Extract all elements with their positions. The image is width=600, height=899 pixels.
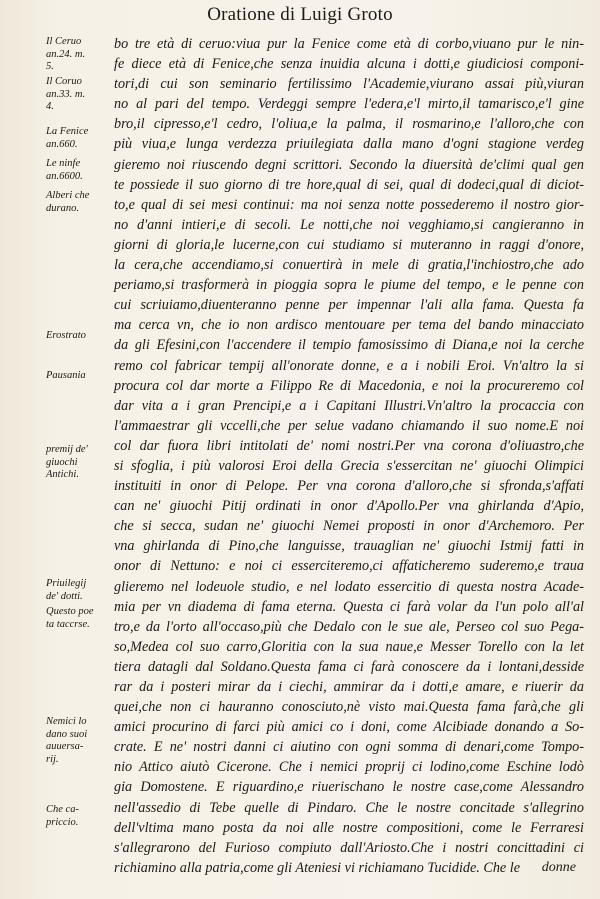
text-line: la cera,che accendiamo,si conuertirà in mele di gratia,l'inchiostro,che ado	[114, 257, 584, 274]
text-line: glieremo nel lodeuole studio, e nel lodato essercitio di questa nostra Acade-	[114, 578, 584, 595]
text-line: no d'anni intieri,e di secoli. Le notti,che noi vegghiamo,si cangieranno in	[114, 216, 584, 233]
margin-note: Il Ceruo an.24. m. 5.	[46, 36, 86, 72]
text-line: nell'assedio di Tebe quelle di Pindaro. Che le nostre concitade s'allegrino	[114, 799, 584, 816]
text-line: nio Attico aiutò Cicerone. Che i nemici proprij ci lodino,come Eschine lodò	[114, 759, 584, 776]
text-line: tro,e da l'orto all'occaso,più che Dedalo con le sue ale, Perseo col suo Pega-	[114, 618, 584, 635]
margin-note: Alberi che durano.	[46, 190, 90, 214]
running-head: Oratione di Luigi Groto	[207, 4, 393, 25]
text-line: vna ghirlanda di Pino,che languisse, trauaglian ne' giuochi Istmij fatti in	[114, 538, 584, 555]
text-line: fe diece età di Fenice,che senza inuidia alcuna i dotti,e giudiciosi componi-	[114, 56, 584, 73]
text-line: crate. E ne' nostri danni ci aiutino con ogni somma di denari,come Tompo-	[114, 739, 584, 756]
margin-note: Le ninfe an.6600.	[46, 158, 83, 182]
text-line: instituiti in onor di Pelope. Per vna corona d'alloro,che si sfronda,s'affati	[114, 478, 584, 495]
text-line: cui scriuiamo,diuenteranno penne per impennar l'ali alla fama. Questa fa	[114, 297, 584, 314]
text-line: rar da i posteri mirar da i ciechi, ammirar da i dotti,e amare, e riuerir da	[114, 679, 584, 695]
text-line: tori,di cui son seminario fertilissimo l'Academie,viurano assai più,viuran	[114, 76, 584, 93]
text-line: tiera datagli dal Soldano.Questa fama ci farà conoscere da i lontani,desside	[114, 658, 584, 675]
margin-note: Erostrato	[46, 330, 86, 341]
text-line: s'allegrarono del Furioso compiuto dall'Ariosto.Che i nostri concittadini ci	[114, 839, 584, 856]
text-line: no al pari del tempo. Verdeggi sempre l'edera,e'l mirto,il tamarisco,e'l gine	[114, 96, 584, 113]
text-line: mia per vn diadema di fama eterna. Questa ci farà volar da l'un polo all'al	[114, 598, 584, 615]
text-line: da gli Efesini,con l'accendere il tempio famosissimo di Diana,e noi la cerche	[114, 337, 584, 354]
margin-note: Pausania	[46, 370, 86, 381]
text-line: onor di Nettuno: e noi ci esserciteremo,ci affaticheremo suderemo,e traua	[114, 558, 584, 575]
text-line: periamo,si trasformerà in pioggia sopra le piume del tempo, e le penne con	[114, 277, 584, 294]
text-line: bro,il cipresso,e'l cedro, l'oliua,e la palma, il rosmarino,e l'alloro,che con	[114, 116, 584, 133]
margin-note: Priuilegij de' dotti.	[46, 578, 87, 602]
text-line: amici procurino di farci più amici co i doni, come Alcibiade donando a So-	[114, 719, 584, 736]
text-line: gia Domostene. E riguardino,e riuerischano le nostre case,come Alessandro	[114, 779, 584, 796]
text-line: so,Medea col suo carro,Gloritia con la sua naue,e Messer Torello con la let	[114, 638, 584, 655]
text-line: te possiede il suo giorno di tre hore,qual di sei, qual di dodeci,qual di diciot-	[114, 176, 584, 193]
text-line: giorni di gloria,le lucerne,con cui studiamo si muteranno in raggi d'onore,	[114, 236, 584, 253]
text-line: remo col fabricar tempij all'onorate donne, e a i nobili Eroi. Vn'altro la si	[114, 357, 584, 374]
body-text	[114, 34, 584, 878]
text-line: can ne' giuochi Pitij ordinati in onor d'Apollo.Per vna ghirlanda d'Apio,	[114, 498, 584, 515]
text-line: to,e qual di sei mesi continui: ma noi senza notte possederemo il nostro gior-	[114, 196, 584, 213]
margin-note: premij de' giuochi Antichi.	[46, 444, 88, 480]
text-line: ma cerca vn, che io non ardisco mentouare per tema del bando minacciato	[114, 317, 584, 334]
margin-note: Questo poe ta taccrse.	[46, 606, 94, 630]
text-line: procura col dar morte a Filippo Re di Macedonia, e noi la procureremo col	[114, 377, 584, 394]
text-line: quei,che non ci hauranno conosciuto,nè visto mai.Questa fama farà,che gli	[114, 699, 584, 716]
text-line: gieremo noi riuscendo degni scrittori. Secondo la diuersità de'climi qual gen	[114, 156, 584, 173]
text-line: bo tre età di ceruo:viua pur la Fenice come età di corbo,viuano pur le nin-	[114, 36, 584, 52]
text-line: col dar fuora libri intitolati de' nomi nostri.Per vna corona d'oliuastro,che	[114, 437, 584, 454]
text-line: l'ammaestrar gli vccelli,che per selue vadano chiamando il suo nome.E noi	[114, 417, 584, 434]
margin-note: Il Coruo an.33. m. 4.	[46, 76, 86, 112]
text-line: dar vita a i gran Prencipi,e a i Capitani Illustri.Vn'altro la procaccia con	[114, 397, 584, 414]
text-line: richiamino alla patria,come gli Ateniesi vi richiamano Tucidide. Che le	[114, 859, 521, 876]
catchword: donne	[541, 860, 576, 875]
margin-note: Nemici lo dano suoi auuersa- rij.	[46, 716, 88, 765]
text-line: si sfoglia, i più valorosi Eroi della Grecia s'essercitan ne' giuochi Olimpici	[114, 457, 584, 474]
text-line: dell'vltima mano posta da noi alle nostre compositioni, come le Ferraresi	[114, 819, 584, 836]
margin-note: La Fenice an.660.	[46, 126, 89, 150]
margin-note: Che ca- priccio.	[46, 804, 79, 828]
text-line: più viua,e lunga verdezza priuilegiata dalla mano d'ogni stagione verdeg	[114, 136, 584, 153]
text-line: che si secca, sudan ne' giuochi Nemei proposti in onor d'Archemoro. Per	[114, 518, 584, 535]
